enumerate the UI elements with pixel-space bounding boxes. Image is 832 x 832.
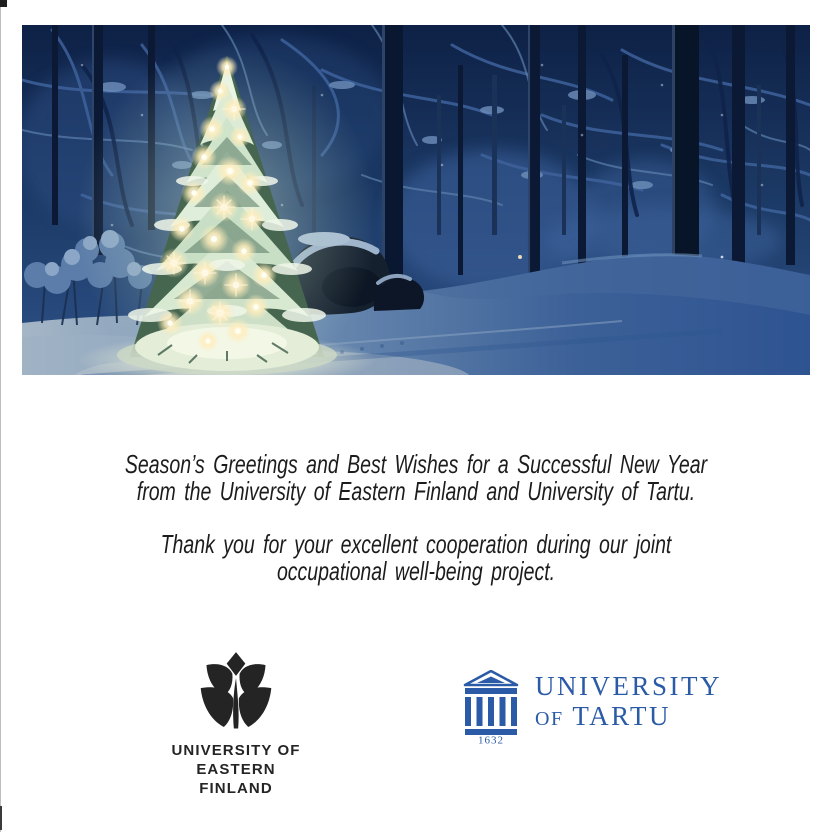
greeting-line-4: occupational well-being project. [276,556,556,586]
tartu-building-icon [463,670,519,744]
greeting-line-3: Thank you for your excellent cooperation during our joint [160,529,672,559]
greeting-line-1: Season’s Greetings and Best Wishes for a Successful New Year [124,449,708,479]
tartu-of: OF [535,708,564,730]
page-corner-mark [0,0,7,7]
page-left-edge [0,0,1,832]
tartu-name: TARTU [572,701,672,731]
winter-photo-illustration [22,25,810,375]
uef-book-leaf-icon [200,652,272,730]
greeting-line-2: from the University of Eastern Finland and University of Tartu. [136,476,696,506]
tartu-logo [463,670,722,744]
tartu-wordmark-line1: UNIVERSITY [535,671,722,701]
winter-photo [22,25,810,375]
tartu-wordmark [535,670,722,734]
uef-logo [159,652,313,798]
greeting-text [104,451,728,585]
uef-wordmark [159,741,313,798]
tartu-founded-year: 1632 [478,734,504,744]
uef-wordmark-line2: EASTERN FINLAND [196,761,276,797]
page-bottom-left-mark [0,806,2,830]
uef-wordmark-line1: UNIVERSITY OF [171,742,301,759]
tartu-wordmark-line2 [535,701,722,734]
